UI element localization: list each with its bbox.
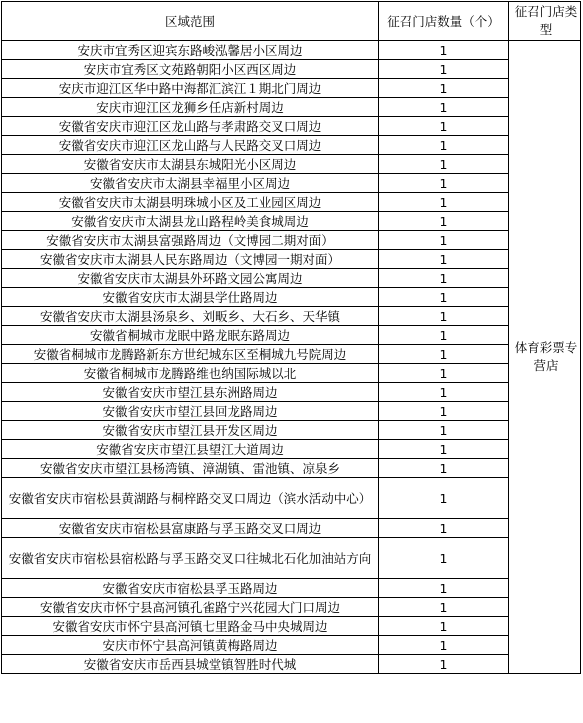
header-type-label: 征召门店类型: [514, 4, 578, 37]
area-cell: 安徽省安庆市宿松县宿松路与孚玉路交叉口往城北石化加油站方向: [2, 538, 379, 579]
count-cell: 1: [379, 288, 509, 307]
store-type-label: 体育彩票专营店: [514, 340, 578, 373]
table-row: [2, 345, 581, 364]
count-cell: 1: [379, 538, 509, 579]
table-row: [2, 440, 581, 459]
table-row: [2, 250, 581, 269]
count-cell: 1: [379, 421, 509, 440]
area-cell: 安徽省安庆市太湖县明珠城小区及工业园区周边: [2, 193, 379, 212]
table-row: [2, 79, 581, 98]
store-recruitment-table: [1, 1, 581, 674]
area-cell: 安徽省安庆市望江县回龙路周边: [2, 402, 379, 421]
count-cell: 1: [379, 598, 509, 617]
area-cell: 安徽省安庆市岳西县城堂镇智胜时代城: [2, 655, 379, 674]
store-type-cell: [509, 41, 581, 674]
count-cell: 1: [379, 212, 509, 231]
count-cell: 1: [379, 60, 509, 79]
table-row: [2, 459, 581, 478]
area-cell: 安徽省桐城市龙眠中路龙眠东路周边: [2, 326, 379, 345]
count-cell: 1: [379, 250, 509, 269]
header-area: 区域范围: [2, 2, 379, 41]
area-cell: 安徽省安庆市太湖县富强路周边（文博园二期对面）: [2, 231, 379, 250]
area-cell: 安徽省安庆市太湖县东城阳光小区周边: [2, 155, 379, 174]
count-cell: 1: [379, 345, 509, 364]
table-row: [2, 155, 581, 174]
area-cell: 安庆市宜秀区文苑路朝阳小区西区周边: [2, 60, 379, 79]
count-cell: 1: [379, 519, 509, 538]
area-cell: 安徽省桐城市龙腾路维也纳国际城以北: [2, 364, 379, 383]
table-row: [2, 478, 581, 519]
table-body: [2, 2, 581, 674]
area-cell: 安徽省安庆市望江县开发区周边: [2, 421, 379, 440]
count-cell: 1: [379, 655, 509, 674]
table-row: [2, 174, 581, 193]
table-row: [2, 402, 581, 421]
table-row: [2, 288, 581, 307]
area-cell: 安徽省安庆市太湖县外环路文园公寓周边: [2, 269, 379, 288]
table-row: [2, 307, 581, 326]
area-cell: 安徽省安庆市望江县望江大道周边: [2, 440, 379, 459]
count-cell: 1: [379, 402, 509, 421]
area-cell: 安徽省安庆市望江县东洲路周边: [2, 383, 379, 402]
area-cell: 安徽省安庆市宿松县黄湖路与桐梓路交叉口周边（滨水活动中心）: [2, 478, 379, 519]
table-row: [2, 41, 581, 60]
table-row: [2, 598, 581, 617]
area-cell: 安徽省安庆市太湖县龙山路程岭美食城周边: [2, 212, 379, 231]
count-cell: 1: [379, 155, 509, 174]
count-cell: 1: [379, 117, 509, 136]
area-cell: 安徽省安庆市迎江区龙山路与孝肃路交叉口周边: [2, 117, 379, 136]
count-cell: 1: [379, 136, 509, 155]
table-row: [2, 421, 581, 440]
area-cell: 安徽省安庆市太湖县幸福里小区周边: [2, 174, 379, 193]
table-row: [2, 326, 581, 345]
header-type: [509, 2, 581, 41]
area-cell: 安徽省安庆市太湖县汤泉乡、刘畈乡、大石乡、天华镇: [2, 307, 379, 326]
table-row: [2, 136, 581, 155]
area-cell: 安庆市迎江区龙狮乡任店新村周边: [2, 98, 379, 117]
area-cell: 安徽省安庆市宿松县孚玉路周边: [2, 579, 379, 598]
area-cell: 安徽省安庆市怀宁县高河镇七里路金马中央城周边: [2, 617, 379, 636]
count-cell: 1: [379, 79, 509, 98]
count-cell: 1: [379, 231, 509, 250]
area-cell: 安庆市怀宁县高河镇黄梅路周边: [2, 636, 379, 655]
count-cell: 1: [379, 636, 509, 655]
count-cell: 1: [379, 478, 509, 519]
table-row: [2, 60, 581, 79]
area-cell: 安徽省安庆市宿松县富康路与孚玉路交叉口周边: [2, 519, 379, 538]
header-row: [2, 2, 581, 41]
count-cell: 1: [379, 269, 509, 288]
table-row: [2, 98, 581, 117]
count-cell: 1: [379, 364, 509, 383]
area-cell: 安庆市迎江区华中路中海都汇滨江１期北门周边: [2, 79, 379, 98]
table-row: [2, 212, 581, 231]
table-row: [2, 193, 581, 212]
area-cell: 安庆市宜秀区迎宾东路峻泓馨居小区周边: [2, 41, 379, 60]
table-row: [2, 579, 581, 598]
count-cell: 1: [379, 459, 509, 478]
area-cell: 安徽省安庆市太湖县人民东路周边（文博园一期对面）: [2, 250, 379, 269]
area-cell: 安徽省安庆市太湖县学仕路周边: [2, 288, 379, 307]
count-cell: 1: [379, 174, 509, 193]
table-row: [2, 231, 581, 250]
count-cell: 1: [379, 617, 509, 636]
table-row: [2, 538, 581, 579]
area-cell: 安徽省安庆市望江县杨湾镇、漳湖镇、雷池镇、凉泉乡: [2, 459, 379, 478]
area-cell: 安徽省桐城市龙腾路新东方世纪城东区至桐城九号院周边: [2, 345, 379, 364]
table-row: [2, 655, 581, 674]
area-cell: 安徽省安庆市怀宁县高河镇孔雀路宁兴花园大门口周边: [2, 598, 379, 617]
count-cell: 1: [379, 307, 509, 326]
count-cell: 1: [379, 579, 509, 598]
header-count: 征召门店数量（个）: [379, 2, 509, 41]
count-cell: 1: [379, 383, 509, 402]
table-row: [2, 617, 581, 636]
count-cell: 1: [379, 98, 509, 117]
table-row: [2, 117, 581, 136]
table-row: [2, 636, 581, 655]
area-cell: 安徽省安庆市迎江区龙山路与人民路交叉口周边: [2, 136, 379, 155]
count-cell: 1: [379, 326, 509, 345]
table-row: [2, 383, 581, 402]
table-row: [2, 364, 581, 383]
table-row: [2, 269, 581, 288]
table-row: [2, 519, 581, 538]
count-cell: 1: [379, 41, 509, 60]
count-cell: 1: [379, 440, 509, 459]
count-cell: 1: [379, 193, 509, 212]
